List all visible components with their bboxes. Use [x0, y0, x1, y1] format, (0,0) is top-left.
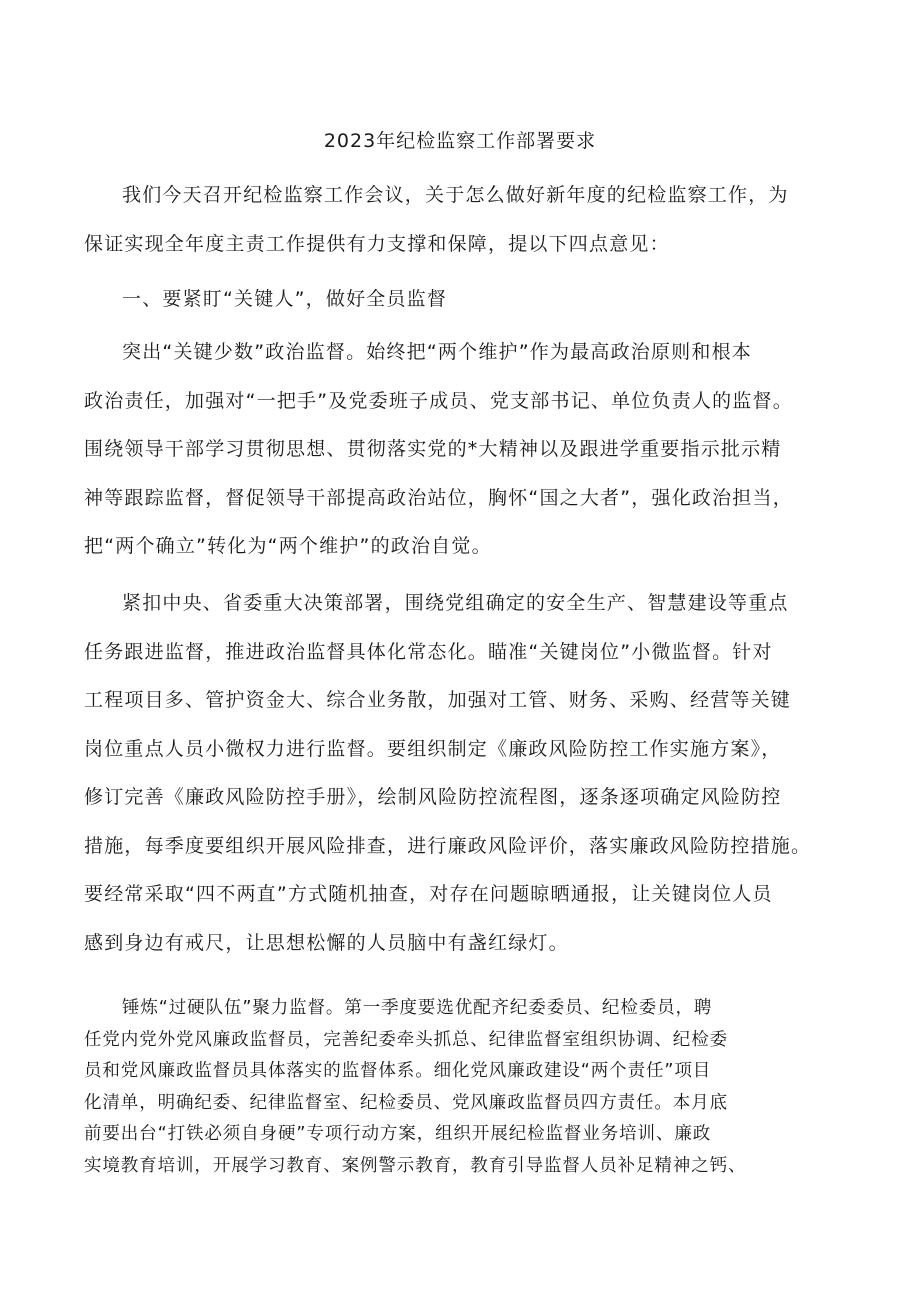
paragraph-political-supervision [84, 328, 844, 571]
text-line: 员和党风廉政监督员具体落实的监督体系。细化党风廉政建设“两个责任”项目 [84, 1061, 712, 1081]
text-line: 感到身边有戒尺，让思想松懈的人员脑中有盏红绿灯。 [84, 931, 569, 954]
text-line: 神等跟踪监督，督促领导干部提高政治站位，胸怀“国之大者”，强化政治担当， [84, 486, 793, 509]
text-line: 化清单，明确纪委、纪律监督室、纪检委员、党风廉政监督员四方责任。本月底 [84, 1092, 728, 1113]
text-line: 保证实现全年度主责工作提供有力支撑和保障，提以下四点意见： [84, 232, 670, 255]
paragraph-team-building [84, 993, 844, 1182]
text-line: 实境教育培训，开展学习教育、案例警示教育，教育引导监督人员补足精神之钙、 [84, 1155, 747, 1176]
text-line: 紧扣中央、省委重大决策部署，围绕党组确定的安全生产、智慧建设等重点 [122, 592, 789, 614]
text-line: 我们今天召开纪检监察工作会议，关于怎么做好新年度的纪检监察工作，为 [122, 184, 789, 206]
text-line: 修订完善《廉政风险防控手册》，绘制风险防控流程图，逐条逐项确定风险防控 [84, 786, 782, 808]
text-line: 任党内党外党风廉政监督员，完善纪委牵头抓总、纪律监督室组织协调、纪检委 [84, 1029, 728, 1050]
text-line: 前要出台“打铁必须自身硬”专项行动方案，组织开展纪检监督业务培训、廉政 [84, 1124, 712, 1144]
text-line: 围绕领导干部学习贯彻思想、贯彻落实党的*大精神以及跟进学重要指示批示精 [84, 438, 782, 460]
text-line: 任务跟进监督，推进政治监督具体化常态化。瞄准“关键岗位”小微监督。针对 [84, 640, 773, 663]
text-line: 锤炼“过硬队伍”聚力监督。第一季度要选优配齐纪委委员、纪检委员，聘 [122, 998, 713, 1018]
text-line: 要经常采取“四不两直”方式随机抽查，对存在问题晾晒通报，让关键岗位人员 [84, 883, 773, 905]
paragraph-key-posts [84, 579, 844, 967]
section-heading-1 [84, 275, 844, 324]
document-title: 2023年纪检监察工作部署要求 [323, 130, 597, 152]
text-line: 岗位重点人员小微权力进行监督。要组织制定《廉政风险防控工作实施方案》， [84, 737, 782, 760]
text-line: 把“两个确立”转化为“两个维护”的政治自觉。 [84, 535, 492, 557]
text-line: 一、要紧盯“关键人”，做好全员监督 [122, 288, 448, 310]
text-line: 政治责任，加强对“一把手”及党委班子成员、党支部书记、单位负责人的监督。 [84, 389, 793, 412]
paragraph-intro [84, 171, 844, 268]
text-line: 突出“关键少数”政治监督。始终把“两个维护”作为最高政治原则和根本 [122, 341, 752, 363]
text-line: 措施，每季度要组织开展风险排查，进行廉政风险评价，落实廉政风险防控措施。 [84, 834, 812, 857]
text-line: 工程项目多、管护资金大、综合业务散，加强对工管、财务、采购、经营等关键 [84, 689, 792, 711]
